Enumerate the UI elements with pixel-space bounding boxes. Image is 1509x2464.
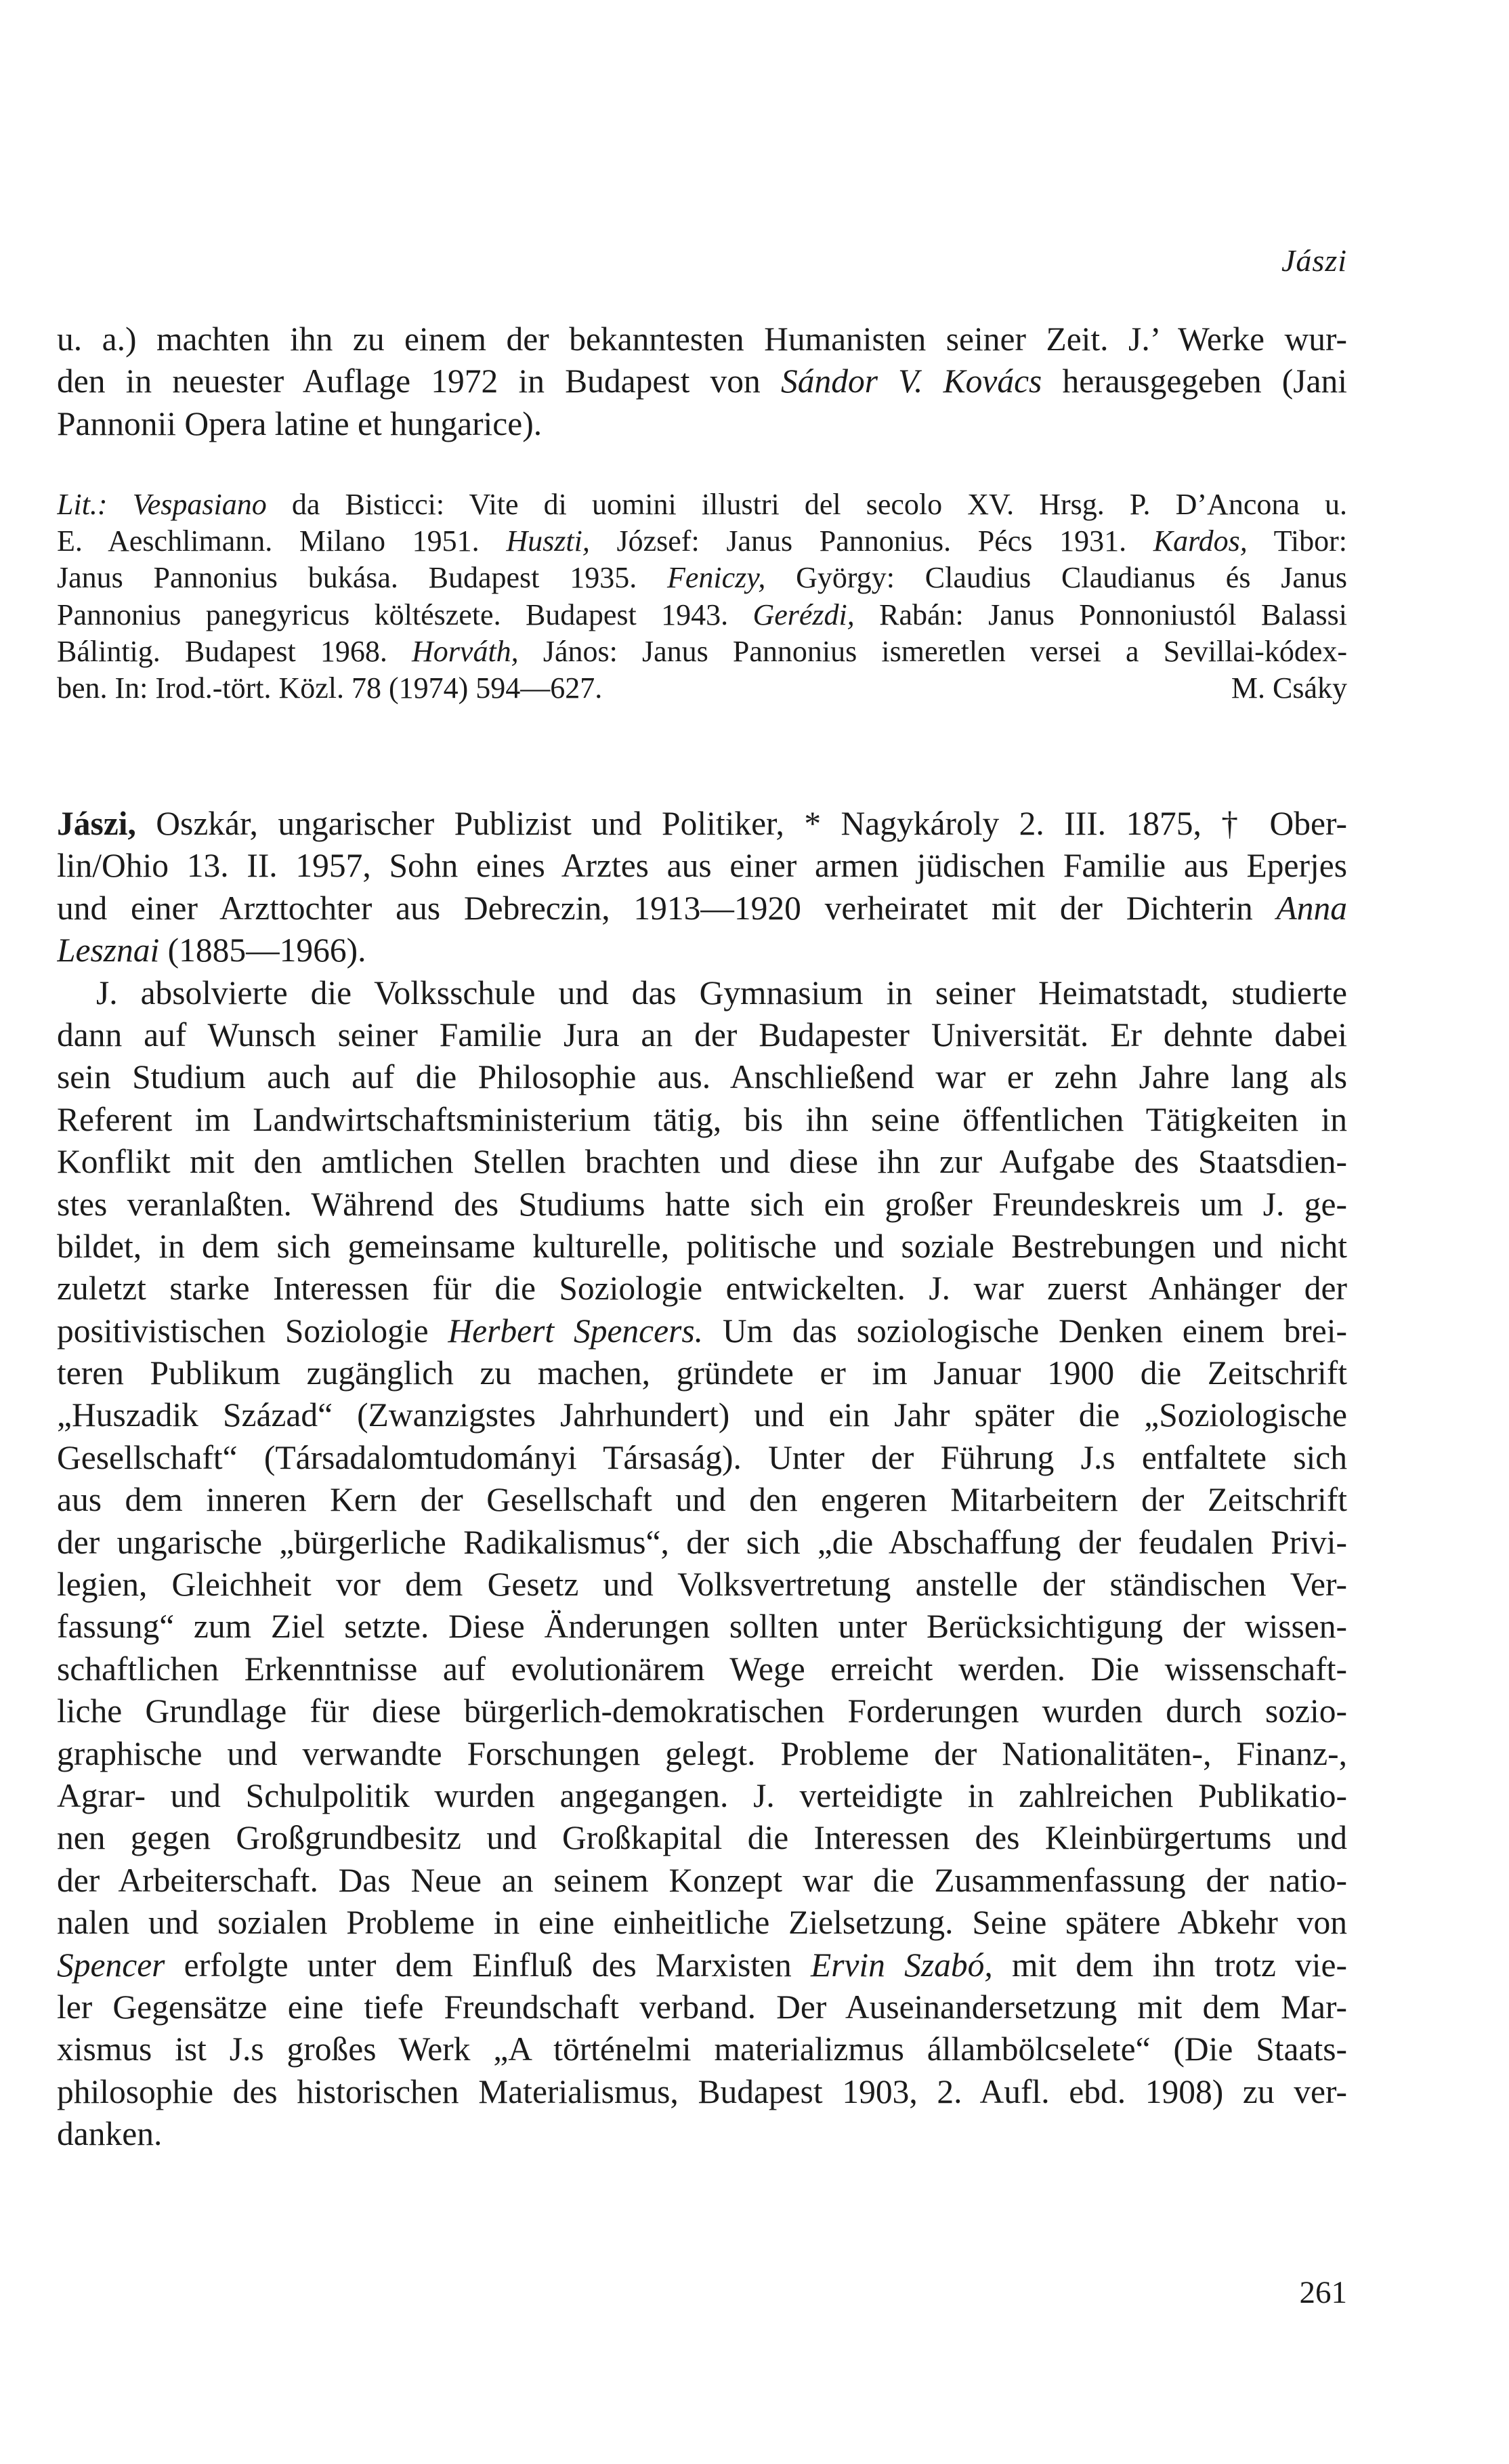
text-line: nalen und sozialen Probleme in eine einheitliche Zielsetzung. Seine spätere Abkehr von: [57, 1904, 1347, 1942]
running-head: Jászi: [1281, 243, 1347, 278]
text-line: u. a.) machten ihn zu einem der bekanntesten Humanisten seiner Zeit. J.’ Werke wur-: [57, 320, 1347, 358]
text-line: Lit.: Vespasiano da Bisticci: Vite di uomini illustri del secolo XV. Hrsg. P. D’Ancona u.: [57, 488, 1347, 521]
text-line: fassung“ zum Ziel setzte. Diese Änderungen sollten unter Berücksichtigung der wissen-: [57, 1608, 1347, 1646]
author-name: Feniczy,: [666, 561, 766, 595]
text-line: Referent im Landwirtschaftsministerium tätig, bis ihn seine öffentlichen Tätigkeiten in: [57, 1100, 1347, 1138]
text-line: Pannonii Opera latine et hungarice).: [57, 404, 543, 442]
author-name: Huszti,: [506, 524, 590, 558]
text-line: teren Publikum zugänglich zu machen, gründete er im Januar 1900 die Zeitschrift: [57, 1354, 1347, 1392]
text-line: und einer Arzttochter aus Debreczin, 1913—1920 verheiratet mit der Dichterin Anna: [57, 889, 1347, 927]
text-line: Gesellschaft“ (Társadalomtudományi Társaság). Unter der Führung J.s entfaltete sich: [57, 1438, 1347, 1476]
author-signature: M. Csáky: [1231, 671, 1347, 705]
entry-headword: Jászi,: [57, 805, 136, 842]
text-line: zuletzt starke Interessen für die Soziologie entwickelten. J. war zuerst Anhänger der: [57, 1270, 1347, 1308]
person-name: Herbert Spencers.: [448, 1312, 704, 1350]
literature-section: [57, 486, 1347, 707]
person-name: Ervin Szabó,: [810, 1946, 993, 1984]
text-line: nen gegen Großgrundbesitz und Großkapital die Interessen des Kleinbürgertums und: [57, 1819, 1347, 1857]
text-line: den in neuester Auflage 1972 in Budapest von Sándor V. Kovács herausgegeben (Jani: [57, 362, 1347, 400]
document-page: [57, 0, 1347, 2464]
continuation-paragraph: [57, 318, 1347, 445]
author-name: Kardos,: [1153, 524, 1248, 558]
text-line: Spencer erfolgte unter dem Einfluß des Marxisten Ervin Szabó, mit dem ihn trotz vie-: [57, 1946, 1347, 1984]
literature-last-line: [57, 670, 1347, 707]
text-line: positivistischen Soziologie Herbert Spencers. Um das soziologische Denken einem brei-: [57, 1312, 1347, 1350]
text-line: Bálintig. Budapest 1968. Horváth, János: Janus Pannonius ismeretlen versei a Sevillai-kódex-: [57, 634, 1347, 668]
entry-jaszi-oszkar: [57, 803, 1347, 2156]
text-line: legien, Gleichheit vor dem Gesetz und Volksvertretung anstelle der ständischen Ver-: [57, 1566, 1347, 1604]
text-line: graphische und verwandte Forschungen gelegt. Probleme der Nationalitäten-, Finanz-,: [57, 1734, 1347, 1772]
page-number: 261: [1299, 2275, 1347, 2310]
person-name: Spencer: [57, 1946, 165, 1984]
text-line: Lesznai (1885—1966).: [57, 932, 366, 969]
text-line: philosophie des historischen Materialismus, Budapest 1903, 2. Aufl. ebd. 1908) zu ver-: [57, 2072, 1347, 2110]
literature-label: Lit.:: [57, 488, 108, 521]
text-line: lin/Ohio 13. II. 1957, Sohn eines Arztes aus einer armen jüdischen Familie aus Eperjes: [57, 847, 1347, 885]
text-line: sein Studium auch auf die Philosophie aus. Anschließend war er zehn Jahre lang als: [57, 1058, 1347, 1096]
text-line: liche Grundlage für diese bürgerlich-demokratischen Forderungen wurden durch sozio-: [57, 1692, 1347, 1730]
author-name: Sándor V. Kovács: [780, 362, 1042, 400]
text-line: der ungarische „bürgerliche Radikalismus“, der sich „die Abschaffung der feudalen Privi-: [57, 1523, 1347, 1561]
person-name: Anna: [1276, 889, 1347, 927]
author-name: Vespasiano: [132, 488, 267, 521]
text-line: aus dem inneren Kern der Gesellschaft und den engeren Mitarbeitern der Zeitschrift: [57, 1481, 1347, 1519]
text-line: Janus Pannonius bukása. Budapest 1935. Feniczy, György: Claudius Claudianus és Janus: [57, 561, 1347, 595]
text-line: Jászi, Oszkár, ungarischer Publizist und Politiker, * Nagykároly 2. III. 1875, † Ober-: [57, 805, 1347, 842]
text-line: bildet, in dem sich gemeinsame kulturelle, politische und soziale Bestrebungen und nicht: [57, 1227, 1347, 1265]
text-line: J. absolvierte die Volksschule und das Gymnasium in seiner Heimatstadt, studierte: [96, 974, 1347, 1011]
text-line: Konflikt mit den amtlichen Stellen brachten und diese ihn zur Aufgabe des Staatsdien-: [57, 1143, 1347, 1181]
text-line: Agrar- und Schulpolitik wurden angegangen. J. verteidigte in zahlreichen Publikatio-: [57, 1776, 1347, 1814]
text-line: ler Gegensätze eine tiefe Freundschaft verband. Der Auseinandersetzung mit dem Mar-: [57, 1988, 1347, 2026]
text-line: Pannonius panegyricus költészete. Budapest 1943. Gerézdi, Rabán: Janus Ponnoniustól Balassi: [57, 598, 1347, 631]
text-line: „Huszadik Század“ (Zwanzigstes Jahrhundert) und ein Jahr später die „Soziologische: [57, 1396, 1347, 1434]
text-line: schaftlichen Erkenntnisse auf evolutionärem Wege erreicht werden. Die wissenschaft-: [57, 1650, 1347, 1688]
text-line: xismus ist J.s großes Werk „A történelmi materializmus állambölcselete“ (Die Staats-: [57, 2030, 1347, 2068]
text-line: der Arbeiterschaft. Das Neue an seinem Konzept war die Zusammenfassung der natio-: [57, 1861, 1347, 1899]
text-line: stes veranlaßten. Während des Studiums hatte sich ein großer Freundeskreis um J. ge-: [57, 1185, 1347, 1223]
author-name: Horváth,: [412, 634, 519, 668]
text-line: ben. In: Irod.-tört. Közl. 78 (1974) 594—627.: [57, 671, 603, 705]
text-line: danken.: [57, 2115, 163, 2153]
text-line: E. Aeschlimann. Milano 1951. Huszti, József: Janus Pannonius. Pécs 1931. Kardos, Tibor:: [57, 524, 1347, 558]
author-name: Gerézdi,: [752, 598, 855, 631]
text-line: dann auf Wunsch seiner Familie Jura an der Budapester Universität. Er dehnte dabei: [57, 1016, 1347, 1053]
person-name: Lesznai: [57, 932, 160, 969]
